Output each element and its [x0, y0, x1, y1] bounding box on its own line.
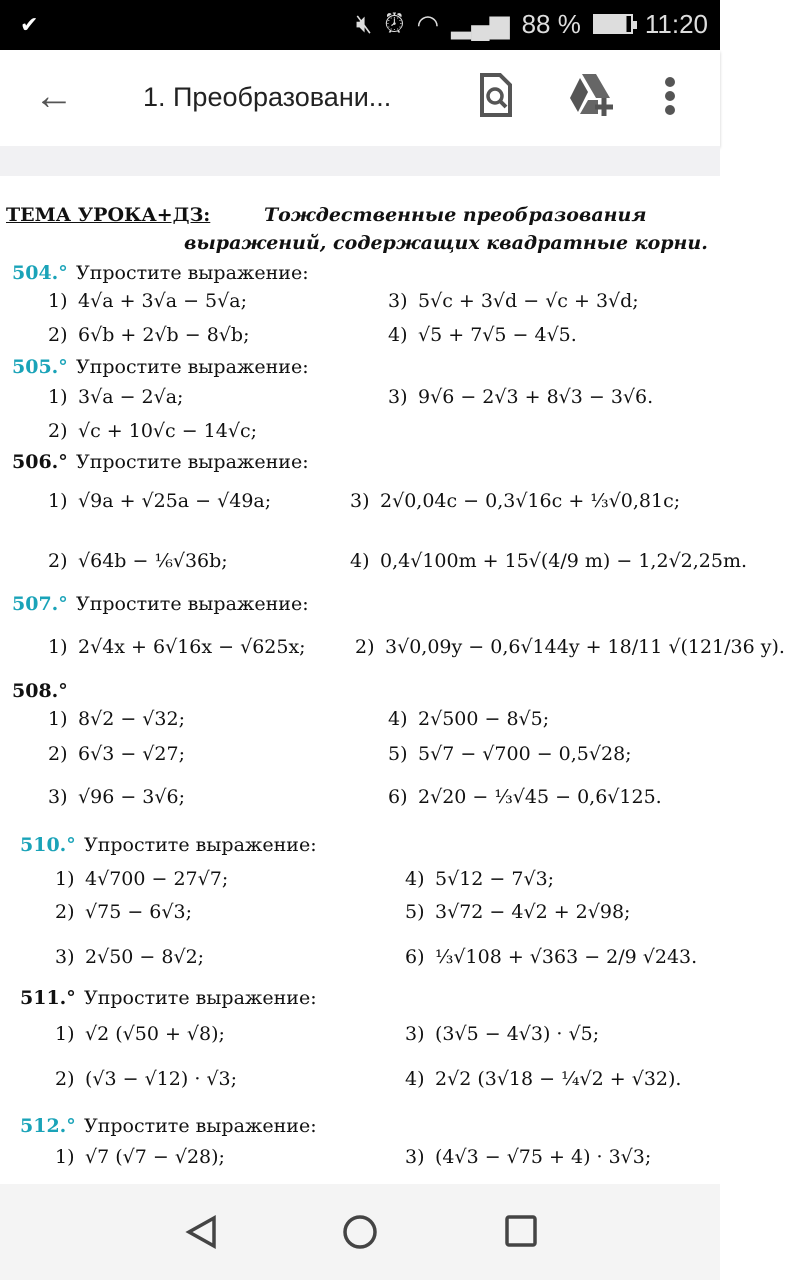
math-expression: 2√20 − ⅓√45 − 0,6√125. — [418, 786, 662, 808]
item-label: 1) — [48, 708, 68, 730]
signal-icon: ▂▄▆ — [451, 8, 510, 39]
math-expression: 2√50 − 8√2; — [85, 946, 205, 968]
exercise-prompt: Упростите выражение: — [84, 834, 317, 856]
app-toolbar — [0, 50, 720, 146]
exercise-prompt: Упростите выражение: — [76, 262, 309, 284]
page-gap — [0, 146, 720, 176]
item-label: 1) — [48, 636, 68, 658]
exercise-number: 511.° — [20, 987, 76, 1009]
item-label: 3) — [405, 1146, 425, 1168]
status-bar — [0, 0, 720, 50]
math-expression: (3√5 − 4√3) · √5; — [435, 1023, 600, 1045]
drive-add-icon[interactable] — [568, 72, 616, 123]
topic-title-line2: выражений, содержащих квадратные корни. — [184, 232, 708, 254]
home-circle-icon[interactable] — [342, 1214, 378, 1255]
item-label: 3) — [388, 290, 408, 312]
math-expression: √c + 10√c − 14√c; — [78, 420, 257, 442]
item-label: 2) — [55, 1068, 75, 1090]
document-title: 1. Преобразовани... — [143, 82, 392, 112]
item-label: 4) — [350, 550, 370, 572]
math-expression: 4√a + 3√a − 5√a; — [78, 290, 247, 312]
back-triangle-icon[interactable] — [184, 1214, 220, 1255]
math-expression: 5√12 − 7√3; — [435, 868, 555, 890]
math-expression: √5 + 7√5 − 4√5. — [418, 324, 577, 346]
exercise-number: 504.° — [12, 262, 68, 284]
recents-square-icon[interactable] — [504, 1214, 538, 1253]
exercise-prompt: Упростите выражение: — [76, 451, 309, 473]
math-expression: 3√0,09y − 0,6√144y + 18/11 √(121/36 y). — [385, 636, 785, 658]
math-expression: 2√0,04c − 0,3√16c + ⅓√0,81c; — [380, 490, 681, 512]
item-label: 4) — [388, 324, 408, 346]
math-expression: 3√72 − 4√2 + 2√98; — [435, 901, 631, 923]
math-expression: 2√500 − 8√5; — [418, 708, 550, 730]
exercise-prompt: Упростите выражение: — [76, 593, 309, 615]
item-label: 4) — [388, 708, 408, 730]
math-expression: √64b − ⅙√36b; — [78, 550, 228, 572]
item-label: 1) — [55, 1146, 75, 1168]
arrow-left-icon[interactable]: ← — [34, 74, 74, 118]
item-label: 4) — [405, 868, 425, 890]
alarm-icon: ⏰︎ — [384, 8, 405, 38]
math-expression: 2√4x + 6√16x − √625x; — [78, 636, 306, 658]
math-expression: 5√7 − √700 − 0,5√28; — [418, 743, 632, 765]
math-expression: √2 (√50 + √8); — [85, 1023, 225, 1045]
exercise-number: 510.° — [20, 834, 76, 856]
battery-percent: 88 % — [521, 8, 581, 39]
item-label: 5) — [405, 901, 425, 923]
topic-title-line1: Тождественные преобразования — [264, 204, 647, 226]
math-expression: 0,4√100m + 15√(4/9 m) − 1,2√2,25m. — [380, 550, 748, 572]
item-label: 2) — [355, 636, 375, 658]
mute-icon: 🔇︎ — [355, 8, 373, 38]
math-expression: 9√6 − 2√3 + 8√3 − 3√6. — [418, 386, 654, 408]
battery-icon — [593, 14, 633, 34]
item-label: 3) — [48, 786, 68, 808]
exercise-prompt: Упростите выражение: — [76, 356, 309, 378]
item-label: 1) — [55, 868, 75, 890]
more-vert-icon[interactable] — [664, 72, 676, 123]
math-expression: 5√c + 3√d − √c + 3√d; — [418, 290, 639, 312]
item-label: 2) — [55, 901, 75, 923]
clock: 11:20 — [644, 8, 708, 39]
wifi-icon: ◠ — [416, 8, 440, 39]
item-label: 1) — [48, 386, 68, 408]
exercise-prompt: Упростите выражение: — [84, 1115, 317, 1137]
item-label: 5) — [388, 743, 408, 765]
math-expression: √75 − 6√3; — [85, 901, 192, 923]
item-label: 2) — [48, 743, 68, 765]
exercise-number: 507.° — [12, 593, 68, 615]
item-label: 2) — [48, 550, 68, 572]
exercise-number: 512.° — [20, 1115, 76, 1137]
item-label: 1) — [55, 1023, 75, 1045]
math-expression: 4√700 − 27√7; — [85, 868, 229, 890]
item-label: 6) — [388, 786, 408, 808]
item-label: 6) — [405, 946, 425, 968]
item-label: 3) — [350, 490, 370, 512]
math-expression: (√3 − √12) · √3; — [85, 1068, 238, 1090]
download-done-icon: ✔ — [20, 12, 39, 37]
math-expression: ⅓√108 + √363 − 2/9 √243. — [435, 946, 698, 968]
exercise-number: 506.° — [12, 451, 68, 473]
item-label: 2) — [48, 324, 68, 346]
math-expression: 6√b + 2√b − 8√b; — [78, 324, 250, 346]
exercise-prompt: Упростите выражение: — [84, 987, 317, 1009]
math-expression: 3√a − 2√a; — [78, 386, 184, 408]
item-label: 3) — [405, 1023, 425, 1045]
math-expression: 8√2 − √32; — [78, 708, 185, 730]
math-expression: 2√2 (3√18 − ¼√2 + √32). — [435, 1068, 682, 1090]
math-expression: √96 − 3√6; — [78, 786, 185, 808]
exercise-number: 508.° — [12, 680, 68, 702]
item-label: 3) — [388, 386, 408, 408]
exercise-number: 505.° — [12, 356, 68, 378]
item-label: 4) — [405, 1068, 425, 1090]
math-expression: (4√3 − √75 + 4) · 3√3; — [435, 1146, 652, 1168]
document-page[interactable] — [0, 176, 785, 1184]
math-expression: √7 (√7 − √28); — [85, 1146, 225, 1168]
math-expression: 6√3 − √27; — [78, 743, 185, 765]
document-search-icon[interactable] — [478, 72, 514, 123]
item-label: 2) — [48, 420, 68, 442]
item-label: 3) — [55, 946, 75, 968]
topic-label: ТЕМА УРОКА+ДЗ: — [6, 204, 211, 226]
math-expression: √9a + √25a − √49a; — [78, 490, 272, 512]
item-label: 1) — [48, 490, 68, 512]
navigation-bar — [0, 1184, 720, 1280]
item-label: 1) — [48, 290, 68, 312]
